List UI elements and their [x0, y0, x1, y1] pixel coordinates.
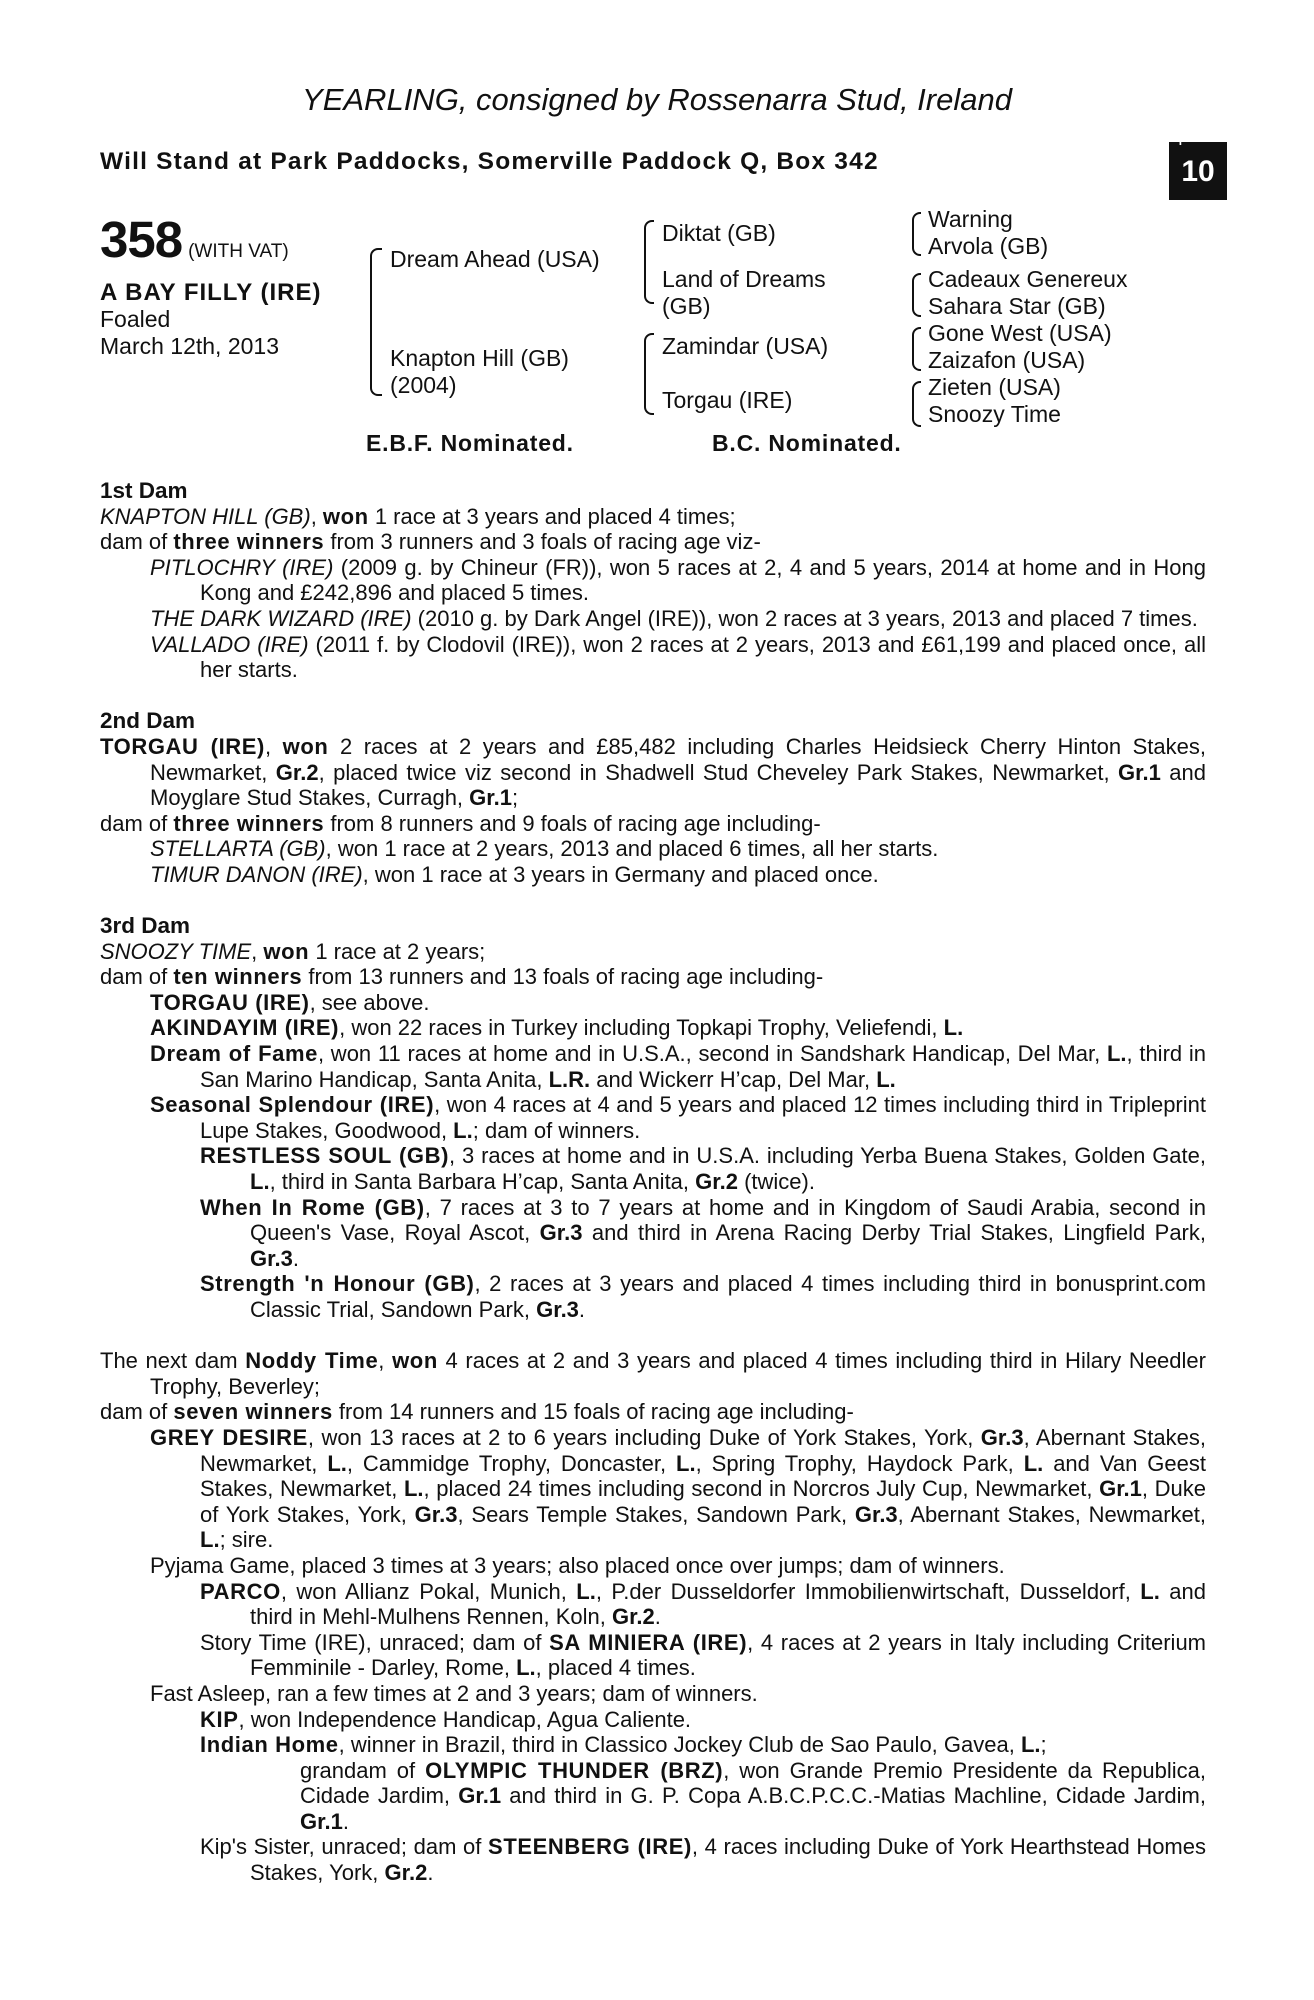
- next-dam-record: The next dam Noddy Time, won 4 races at 2 and 3 years and placed 4 times including third in Hilary Needler Trophy, Beverley;: [100, 1348, 1206, 1399]
- badge-plus: +: [1176, 133, 1185, 150]
- catalogue-body: [100, 478, 1206, 1886]
- ped-sss: Warning: [928, 206, 1013, 232]
- consignment-header: YEARLING, consigned by Rossenarra Stud, Ireland: [302, 82, 1012, 117]
- ped-sire-dam: [662, 266, 826, 320]
- badge-number: 10: [1181, 155, 1215, 188]
- ped-dss: Gone West (USA): [928, 320, 1112, 346]
- grandchild-entry: KIP, won Independence Handicap, Agua Caliente.: [200, 1706, 692, 1732]
- second-dam-foal: TIMUR DANON (IRE), won 1 race at 3 years in Germany and placed once.: [150, 861, 879, 887]
- third-dam-produce: dam of ten winners from 13 runners and 13 foals of racing age including-: [100, 964, 824, 990]
- brace-sire-dam: [370, 248, 382, 396]
- first-dam-foal: PITLOCHRY (IRE) (2009 g. by Chineur (FR)), won 5 races at 2, 4 and 5 years, 2014 at home and in Hong Kong and £242,896 and placed 5 times.: [150, 554, 1206, 606]
- foaled-info: [100, 306, 279, 360]
- ped-sire-dam-l1: Land of Dreams: [662, 266, 826, 292]
- third-dam-foal: AKINDAYIM (IRE), won 22 races in Turkey including Topkapi Trophy, Veliefendi, L.: [150, 1015, 964, 1041]
- ped-dam: [390, 345, 569, 399]
- lot-number-block: [100, 210, 289, 269]
- first-dam-foal: THE DARK WIZARD (IRE) (2010 g. by Dark Angel (IRE)), won 2 races at 3 years, 2013 and placed 7 times.: [150, 605, 1198, 631]
- ped-ssd: Arvola (GB): [928, 233, 1049, 259]
- ped-sdd: Sahara Star (GB): [928, 293, 1106, 319]
- third-dam-foal: Dream of Fame, won 11 races at home and in U.S.A., second in Sandshark Handicap, Del Mar, L., third in San Marino Handicap, Santa Anita, L.R. and Wickerr H’cap, Del Mar, L.: [150, 1041, 1206, 1092]
- brace-g4: [912, 381, 921, 427]
- ped-sire: Dream Ahead (USA): [390, 246, 600, 272]
- ped-sire-sire: Diktat (GB): [662, 220, 776, 246]
- third-dam-foal: Seasonal Splendour (IRE), won 4 races at 4 and 5 years and placed 12 times including third in Tripleprint Lupe Stakes, Goodwood, L.; dam of winners.: [150, 1092, 1206, 1143]
- first-dam-heading: 1st Dam: [100, 478, 188, 503]
- grandchild-entry: Story Time (IRE), unraced; dam of SA MINIERA (IRE), 4 races at 2 years in Italy including Criterium Femminile - Darley, Rome, L., placed 4 times.: [200, 1629, 1207, 1681]
- grandchild-entry: Strength 'n Honour (GB), 2 races at 3 years and placed 4 times including third in bonusprint.com Classic Trial, Sandown Park, Gr.3.: [200, 1271, 1206, 1322]
- ped-sds: Cadeaux Genereux: [928, 266, 1128, 292]
- ebf-nominated: E.B.F. Nominated.: [366, 430, 574, 456]
- brace-g1: [912, 212, 921, 256]
- brace-sire-parents: [644, 220, 654, 304]
- brace-g2: [912, 273, 921, 317]
- ped-ddd: Snoozy Time: [928, 401, 1061, 427]
- grandchild-entry: grandam of OLYMPIC THUNDER (BRZ), won Grande Premio Presidente da Republica, Cidade Jardim, Gr.1 and third in G. P. Copa A.B.C.P.C.C.-Matias Machline, Cidade Jardim, Gr.1.: [300, 1757, 1207, 1834]
- grandchild-entry: Indian Home, winner in Brazil, third in Classico Jockey Club de Sao Paulo, Gavea, L.;: [200, 1732, 1047, 1758]
- ped-sire-dam-l2: (GB): [662, 293, 711, 319]
- second-dam-record: TORGAU (IRE), won 2 races at 2 years and £85,482 including Charles Heidsieck Cherry Hinton Stakes, Newmarket, Gr.2, placed twice viz second in Shadwell Stud Cheveley Park Stakes, Newmarket, Gr.1 and Moyglare Stud Stakes, Curragh, Gr.1;: [100, 733, 1207, 811]
- third-dam-record: SNOOZY TIME, won 1 race at 2 years;: [100, 938, 486, 964]
- first-dam-record: KNAPTON HILL (GB), won 1 race at 3 years and placed 4 times;: [100, 503, 736, 529]
- ped-dds: Zieten (USA): [928, 374, 1061, 400]
- third-dam-foal: TORGAU (IRE), see above.: [150, 989, 430, 1015]
- ped-dam-year: (2004): [390, 372, 457, 398]
- next-dam-produce: dam of seven winners from 14 runners and 15 foals of racing age including-: [100, 1399, 854, 1425]
- stand-location: Will Stand at Park Paddocks, Somerville Paddock Q, Box 342: [100, 148, 879, 175]
- grandchild-entry: PARCO, won Allianz Pokal, Munich, L., P.der Dusseldorfer Immobilienwirtschaft, Dusseldorf, L. and third in Mehl-Mulhens Rennen, Koln, Gr.2.: [200, 1578, 1206, 1630]
- next-dam-foal: Pyjama Game, placed 3 times at 3 years; also placed once over jumps; dam of winners.: [150, 1552, 1005, 1578]
- second-dam-heading: 2nd Dam: [100, 708, 196, 734]
- brace-dam-parents: [644, 333, 654, 415]
- second-dam-produce: dam of three winners from 8 runners and 9 foals of racing age including-: [100, 810, 821, 836]
- next-dam-foal: Fast Asleep, ran a few times at 2 and 3 years; dam of winners.: [150, 1680, 758, 1706]
- first-dam-foal: VALLADO (IRE) (2011 f. by Clodovil (IRE)), won 2 races at 2 years, 2013 and £61,199 and placed once, all her starts.: [150, 631, 1206, 683]
- grandchild-entry: RESTLESS SOUL (GB), 3 races at home and in U.S.A. including Yerba Buena Stakes, Golden Gate, L., third in Santa Barbara H’cap, Santa Anita, Gr.2 (twice).: [200, 1143, 1207, 1195]
- ped-dam-dam: Torgau (IRE): [662, 387, 793, 413]
- ped-dsd: Zaizafon (USA): [928, 347, 1086, 373]
- third-dam-heading: 3rd Dam: [100, 913, 191, 939]
- ped-dam-name: Knapton Hill (GB): [390, 345, 569, 371]
- stars-badge: [1169, 133, 1227, 200]
- brace-g3: [912, 327, 921, 371]
- foaled-date: March 12th, 2013: [100, 333, 280, 359]
- lot-name: A BAY FILLY (IRE): [100, 279, 322, 306]
- second-dam-foal: STELLARTA (GB), won 1 race at 2 years, 2013 and placed 6 times, all her starts.: [150, 836, 939, 862]
- ped-dam-sire: Zamindar (USA): [662, 333, 829, 359]
- next-dam-foal: GREY DESIRE, won 13 races at 2 to 6 years including Duke of York Stakes, York, Gr.3, Abernant Stakes, Newmarket, L., Cammidge Trophy, Doncaster, L., Spring Trophy, Haydock Park, L. and Van Geest Stakes, Newmarket, L., placed 24 times including second in Norcros July Cup, Newmarket, Gr.1, Duke of York Stakes, York, Gr.3, Sears Temple Stakes, Sandown Park, Gr.3, Abernant Stakes, Newmarket, L.; sire.: [150, 1424, 1206, 1553]
- grandchild-entry: When In Rome (GB), 7 races at 3 to 7 years at home and in Kingdom of Saudi Arabia, second in Queen's Vase, Royal Ascot, Gr.3 and third in Arena Racing Derby Trial Stakes, Lingfield Park, Gr.3.: [200, 1194, 1206, 1271]
- first-dam-produce: dam of three winners from 3 runners and 3 foals of racing age viz-: [100, 529, 761, 555]
- grandchild-entry: Kip's Sister, unraced; dam of STEENBERG (IRE), 4 races including Duke of York Hearthstead Homes Stakes, York, Gr.2.: [200, 1834, 1206, 1886]
- bc-nominated: B.C. Nominated.: [712, 430, 902, 456]
- vat-note: (WITH VAT): [188, 241, 289, 262]
- foaled-label: Foaled: [100, 306, 171, 332]
- lot-number: 358: [100, 211, 183, 268]
